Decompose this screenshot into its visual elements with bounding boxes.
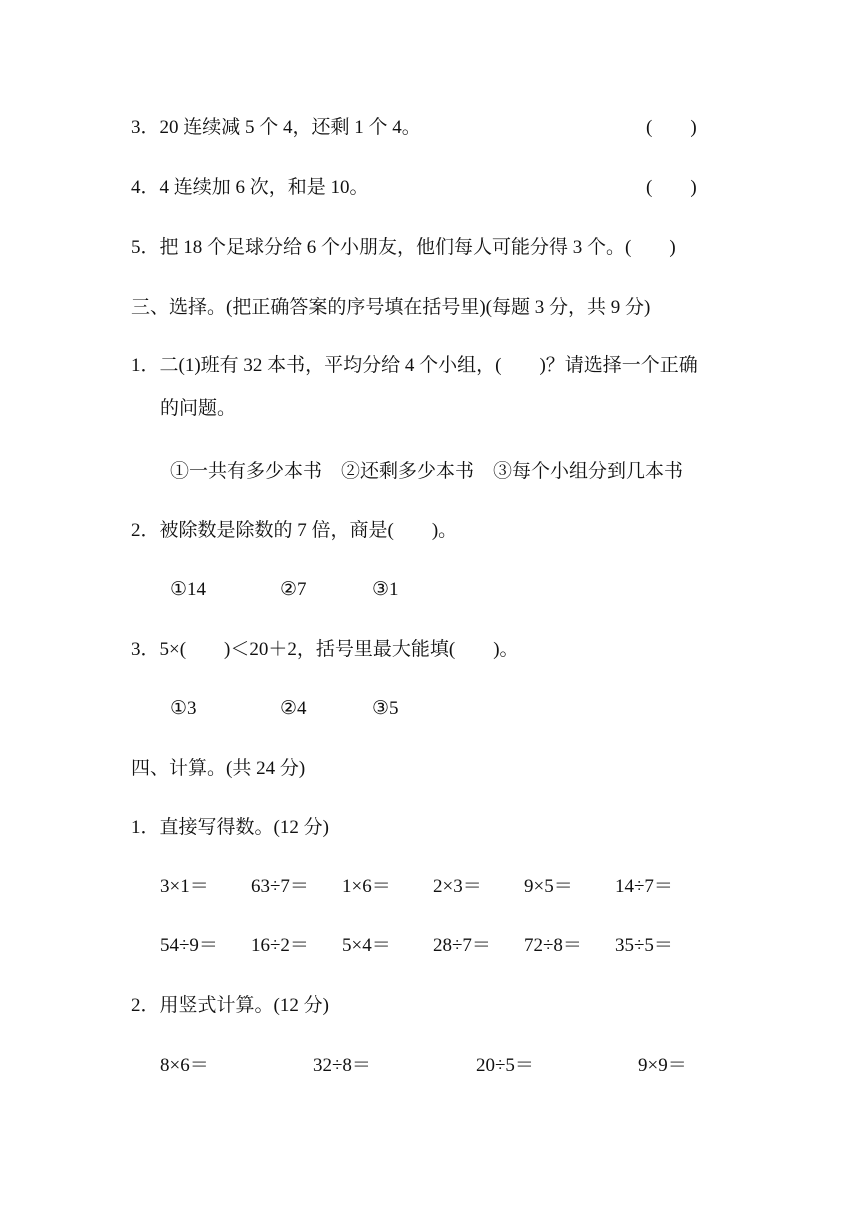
choice-q2-option-1: ①14 <box>170 579 207 600</box>
judge-item-5: 5．把 18 个足球分给 6 个小朋友，他们每人可能分得 3 个。( ) <box>131 237 676 258</box>
calc-expression: 9×5＝ <box>524 876 573 897</box>
calc-expression: 72÷8＝ <box>524 935 582 956</box>
section-heading-calc: 四、计算。(共 24 分) <box>131 758 306 779</box>
calc-expression: 54÷9＝ <box>160 935 218 956</box>
calc-expression: 16÷2＝ <box>251 935 309 956</box>
choice-q3-option-3: ③5 <box>372 698 399 719</box>
calc-expression: 14÷7＝ <box>615 876 673 897</box>
calc-expression: 2×3＝ <box>433 876 482 897</box>
choice-q2-option-2: ②7 <box>280 579 307 600</box>
choice-q3-option-1: ①3 <box>170 698 197 719</box>
vertical-calc-item: 32÷8＝ <box>313 1055 371 1076</box>
calc-expression: 3×1＝ <box>160 876 209 897</box>
calc-expression: 63÷7＝ <box>251 876 309 897</box>
judge-item-4: 4．4 连续加 6 次，和是 10。 <box>131 177 369 198</box>
choice-q1-line1: 1．二(1)班有 32 本书，平均分给 4 个小组，( )？请选择一个正确 <box>131 355 698 376</box>
judge-item-3: 3．20 连续减 5 个 4，还剩 1 个 4。 <box>131 117 421 138</box>
calc-expression: 5×4＝ <box>342 935 391 956</box>
choice-q2-text: 2．被除数是除数的 7 倍，商是( )。 <box>131 520 458 541</box>
vertical-calc-item: 8×6＝ <box>160 1055 209 1076</box>
choice-q1-line2: 的问题。 <box>160 398 237 419</box>
section-heading-choice: 三、选择。(把正确答案的序号填在括号里)(每题 3 分，共 9 分) <box>131 297 651 318</box>
calc-expression: 28÷7＝ <box>433 935 491 956</box>
calc-expression: 1×6＝ <box>342 876 391 897</box>
choice-q1-options: ①一共有多少本书 ②还剩多少本书 ③每个小组分到几本书 <box>170 461 684 482</box>
choice-q2-option-3: ③1 <box>372 579 399 600</box>
choice-q3-text: 3．5×( )＜20＋2，括号里最大能填( )。 <box>131 639 519 660</box>
calc-part2-title: 2．用竖式计算。(12 分) <box>131 995 329 1016</box>
calc-part1-title: 1．直接写得数。(12 分) <box>131 817 329 838</box>
choice-q3-option-2: ②4 <box>280 698 307 719</box>
answer-blank-3[interactable]: ( ) <box>646 117 697 138</box>
answer-blank-4[interactable]: ( ) <box>646 177 697 198</box>
vertical-calc-item: 20÷5＝ <box>476 1055 534 1076</box>
vertical-calc-item: 9×9＝ <box>638 1055 687 1076</box>
calc-expression: 35÷5＝ <box>615 935 673 956</box>
